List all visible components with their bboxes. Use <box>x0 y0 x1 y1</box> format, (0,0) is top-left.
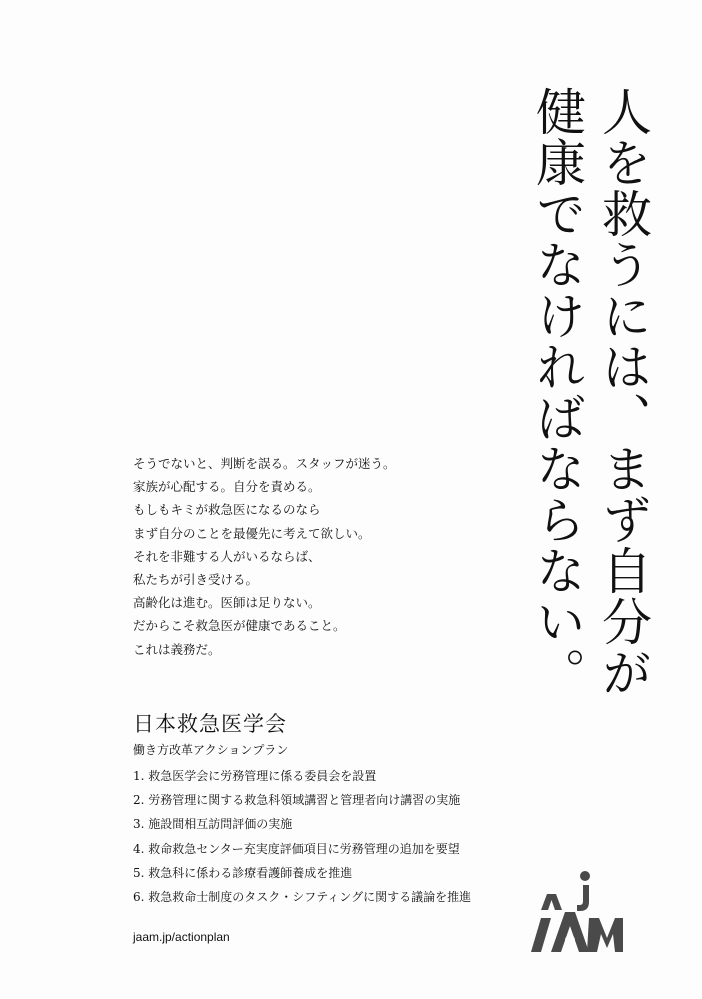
body-line: まず自分のことを最優先に考えて欲しい。 <box>133 525 371 541</box>
headline-line-2: 健康でなければならない。 <box>528 86 586 698</box>
body-line: もしもキミが救急医になるのなら <box>133 502 321 518</box>
list-item: 1. 救急医学会に労務管理に係る委員会を設置 <box>133 769 377 783</box>
action-plan-title: 働き方改革アクションプラン <box>133 743 289 757</box>
body-line: 私たちが引き受ける。 <box>133 572 259 588</box>
body-line: そうでないと、判断を誤る。スタッフが迷う。 <box>133 456 396 471</box>
body-line: それを非難する人がいるならば、 <box>133 548 321 564</box>
list-item: 6. 救急救命士制度のタスク・シフティングに関する議論を推進 <box>133 890 472 905</box>
body-line: だからこそ救急医が健康であること。 <box>133 618 346 634</box>
body-copy <box>133 452 396 661</box>
list-item: 4. 救命救急センター充実度評価項目に労務管理の追加を要望 <box>133 841 460 856</box>
body-line: 家族が心配する。自分を責める。 <box>133 479 321 495</box>
action-plan-url[interactable]: jaam.jp/actionplan <box>133 930 230 944</box>
jaam-logo-icon <box>527 868 623 960</box>
body-line: 高齢化は進む。医師は足りない。 <box>133 595 321 611</box>
organization-name: 日本救急医学会 <box>133 712 287 736</box>
action-plan-list <box>133 764 471 909</box>
body-line: これは義務だ。 <box>133 641 221 657</box>
headline-line-1: 人を救うには、まず自分が <box>594 86 652 698</box>
list-item: 2. 労務管理に関する救急科領域講習と管理者向け講習の実施 <box>133 793 461 808</box>
list-item: 5. 救急科に係わる診療看護師養成を推進 <box>133 865 353 880</box>
list-item: 3. 施設間相互訪問評価の実施 <box>133 817 293 832</box>
headline <box>448 86 652 698</box>
